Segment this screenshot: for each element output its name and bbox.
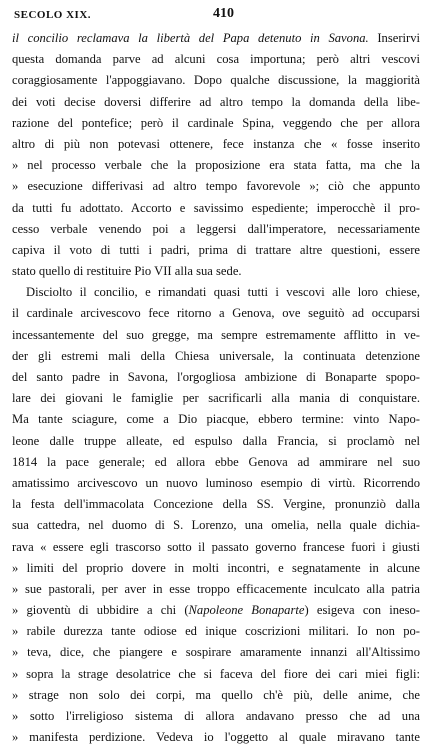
text-line <box>12 282 420 303</box>
text-line <box>12 494 420 515</box>
page-number: 410 <box>213 6 234 21</box>
text-segment: Ma tante sciagure, come a Dio piacque, ebbero termine: vinto Napo- <box>12 412 420 427</box>
text-line <box>12 388 420 409</box>
text-segment: il cardinale arcivescovo fece ritorno a Genova, ove seguitò ad occuparsi <box>12 306 420 321</box>
text-segment: » manifesta perdizione. Vedeva io l'oggetto al quale miravano tante <box>12 730 420 745</box>
text-segment: » sopra la strage desolatrice che si faceva del fiore dei cari miei figli: <box>12 666 420 681</box>
text-segment: incessantemente del suo gregge, ma sempre estremamente afflitto in ve- <box>12 327 420 342</box>
text-line <box>12 303 420 324</box>
text-line <box>12 176 420 197</box>
text-line <box>12 515 420 536</box>
text-line <box>12 579 420 600</box>
text-segment: del santo padre in Savona, l'orgogliosa ambizione di Bonaparte spopo- <box>12 370 420 384</box>
text-line <box>12 70 420 91</box>
text-segment: » gioventù di ubbidire a chi ( <box>12 603 189 618</box>
text-segment: der gli estremi mali della Chiesa universale, la continuata detenzione <box>12 348 420 363</box>
text-line <box>12 367 420 388</box>
text-line <box>12 600 420 621</box>
text-segment: amatissimo arcivescovo un nuovo luminoso esempio di virtù. Ricorrendo <box>12 475 420 490</box>
text-segment: ) esigeva con ineso- <box>304 603 420 618</box>
text-segment: capiva il voto di tutti i padri, prima di trattare altre questioni, essere <box>12 242 420 257</box>
text-line <box>12 727 420 748</box>
text-line <box>12 113 420 134</box>
text-line <box>12 28 420 49</box>
text-line <box>12 685 420 706</box>
text-segment: coraggiosamente l'appoggiavano. Dopo qualche discussione, la maggiorità <box>12 73 420 88</box>
text-segment: » rabile durezza tante odiose ed inique coscrizioni militari. Io non po- <box>12 624 420 639</box>
text-segment: dei voti decise doversi differire ad altro tempo la domanda della libe- <box>12 94 420 109</box>
text-segment: » nel processo verbale che la proposizione era stata fatta, ma che la <box>12 158 420 173</box>
text-segment: » limiti del proprio dovere in molti incontri, e segnatamente in alcune <box>12 560 420 575</box>
text-line <box>12 473 420 494</box>
text-line <box>12 261 420 282</box>
text-line <box>12 431 420 452</box>
text-segment: la festa dell'immacolata Concezione della SS. Vergine, pronunziò dalla <box>12 497 420 512</box>
text-segment: razione del pontefice; però il cardinale Spina, veggendo che per allora <box>12 115 420 130</box>
text-segment: Inserirvi <box>368 31 420 45</box>
text-segment: da tutti fu adottato. Accorto e savissimo espediente; imperocchè il pro- <box>12 200 420 215</box>
text-segment: sua cattedra, nel duomo di S. Lorenzo, una omelia, nella quale dichia- <box>12 518 420 533</box>
body-text <box>12 28 420 748</box>
text-line <box>12 621 420 642</box>
text-segment: questa domanda parve ad alcuni cosa importuna; però altri vescovi <box>12 52 420 67</box>
text-segment: 1814 la pace generale; ed allora ebbe Genova ad ammirare nel suo <box>12 454 420 469</box>
text-line <box>12 219 420 240</box>
text-line <box>12 325 420 346</box>
text-segment: » esecuzione differivasi ad altro tempo favorevole »; ciò che appunto <box>12 179 420 194</box>
running-head: SECOLO XIX. <box>14 9 92 21</box>
italic-text: Napoleone Bonaparte <box>188 603 305 618</box>
text-line <box>12 198 420 219</box>
text-line <box>12 558 420 579</box>
text-segment: » sue pastorali, per aver in esse troppo efficacemente inculcato alla patria <box>12 581 420 596</box>
text-segment: » sotto l'irreligioso sistema di allora andavano presso che ad una <box>12 709 420 723</box>
text-segment: altro di più non potevasi ottenere, fece instanza che « fosse inserito <box>12 136 420 151</box>
text-segment: leone dalle truppe alleate, ed espulso dalla Francia, si proclamò nel <box>12 433 420 448</box>
page-header <box>12 6 420 28</box>
text-line <box>12 537 420 558</box>
text-line <box>12 409 420 430</box>
text-segment: stato quello di restituire Pio VII alla sua sede. <box>12 264 242 279</box>
italic-text: il concilio reclamava la libertà del Papa detenuto in Savona. <box>12 31 369 45</box>
text-line <box>12 134 420 155</box>
text-segment: » strage non solo dei corpi, ma quello ch'è più, delle anime, che <box>12 687 420 702</box>
text-line <box>12 346 420 367</box>
text-segment: cesso verbale venendo poi a leggersi dall'imperatore, necessariamente <box>12 221 420 236</box>
text-line <box>12 452 420 473</box>
text-line <box>12 49 420 70</box>
text-line <box>12 642 420 663</box>
text-line <box>12 706 420 727</box>
text-line <box>12 240 420 261</box>
text-segment: » teva, dice, che piangere e sospirare amaramente innanzi all'Altissimo <box>12 645 420 660</box>
text-segment: rava « essere egli trascorso sotto il passato governo francese fuori i giusti <box>12 539 420 554</box>
text-line <box>12 155 420 176</box>
text-segment: lare dei giovani le famiglie per sacrificarli alla mania di conquistare. <box>12 391 420 406</box>
text-segment: Disciolto il concilio, e rimandati quasi tutti i vescovi alle loro chiese, <box>26 285 420 300</box>
text-line <box>12 92 420 113</box>
